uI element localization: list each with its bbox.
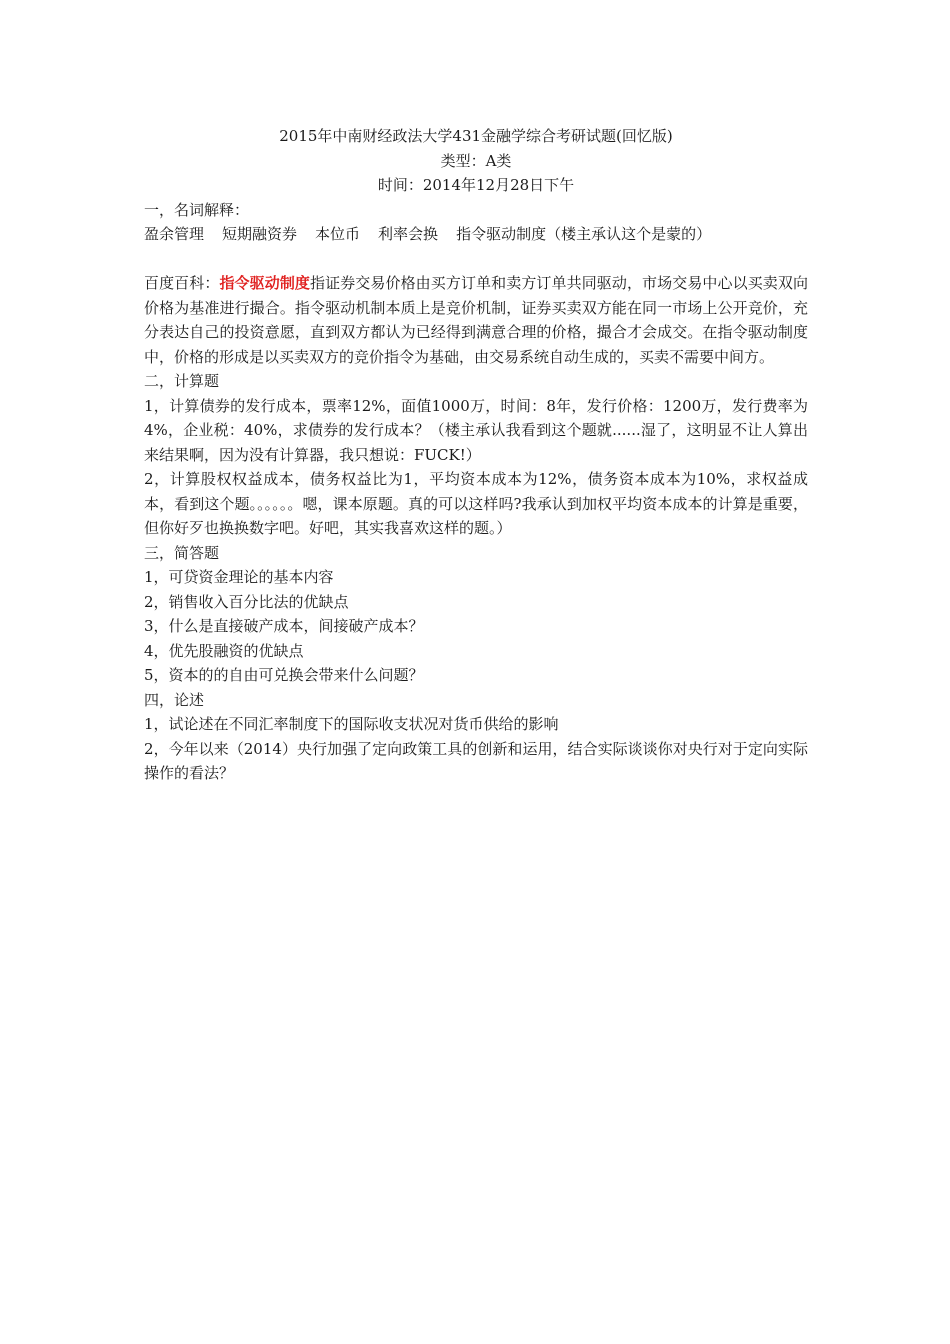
short-answer-question: 3，什么是直接破产成本，间接破产成本？ [144, 617, 424, 635]
term-item: 指令驱动制度（楼主承认这个是蒙的） [456, 225, 712, 243]
short-answer-question: 1，可贷资金理论的基本内容 [144, 568, 334, 586]
short-answer-question: 5，资本的的自由可兑换会带来什么问题？ [144, 666, 424, 684]
section-1-heading: 一，名词解释： [144, 200, 250, 219]
exam-type: 类型：A类 [440, 151, 512, 170]
document-page [144, 124, 808, 786]
term-list [144, 222, 808, 247]
short-answer-question: 4，优先股融资的优缺点 [144, 641, 304, 660]
baike-prefix: 百度百科： [144, 274, 220, 292]
blank-line [144, 247, 808, 272]
section-3-heading: 三，简答题 [144, 543, 220, 562]
term-item: 本位币 [315, 225, 361, 243]
exam-time: 时间：2014年12月28日下午 [377, 176, 575, 194]
term-item: 短期融资券 [222, 225, 298, 243]
essay-question: 2，今年以来（2014）央行加强了定向政策工具的创新和运用，结合实际谈谈你对央行对于定向实际操作的看法？ [144, 739, 808, 782]
calc-question: 2，计算股权权益成本，债务权益比为1，平均资本成本为12%，债务资本成本为10%，求权益成本，看到这个题。。。。。。嗯，课本原题。真的可以这样吗?我承认到加权平均资本成本的计算是重要，但你好歹也换换数字吧。好吧，其实我喜欢这样的题。） [144, 470, 808, 537]
short-answer-question: 2，销售收入百分比法的优缺点 [144, 592, 349, 611]
baike-text: 指证券交易价格由买方订单和卖方订单共同驱动，市场交易中心以买卖双向价格为基准进行撮合。指令驱动机制本质上是竞价机制，证券买卖双方能在同一市场上公开竞价，充分表达自己的投资意愿，直到双方都认为已经得到满意合理的价格，撮合才会成交。在指令驱动制度中，价格的形成是以买卖双方的竞价指令为基础，由交易系统自动生成的，买卖不需要中间方。 [144, 274, 808, 366]
term-item: 盈余管理 [144, 225, 205, 243]
baike-highlight-term: 指令驱动制度 [219, 274, 311, 292]
document-title: 2015年中南财经政法大学431金融学综合考研试题(回忆版) [279, 127, 673, 145]
essay-question: 1，试论述在不同汇率制度下的国际收支状况对货币供给的影响 [144, 715, 559, 733]
baike-paragraph [144, 271, 808, 369]
term-item: 利率会换 [378, 225, 439, 243]
calc-question: 1，计算债券的发行成本，票率12%，面值1000万，时间：8年，发行价格：1200万，发行费率为4%，企业税：40%，求债券的发行成本？（楼主承认我看到这个题就......湿了，这明显不让人算出来结果啊，因为没有计算器，我只想说：FUCK!） [144, 396, 808, 464]
section-4-heading: 四，论述 [144, 690, 205, 709]
section-2-heading: 二，计算题 [144, 372, 220, 390]
